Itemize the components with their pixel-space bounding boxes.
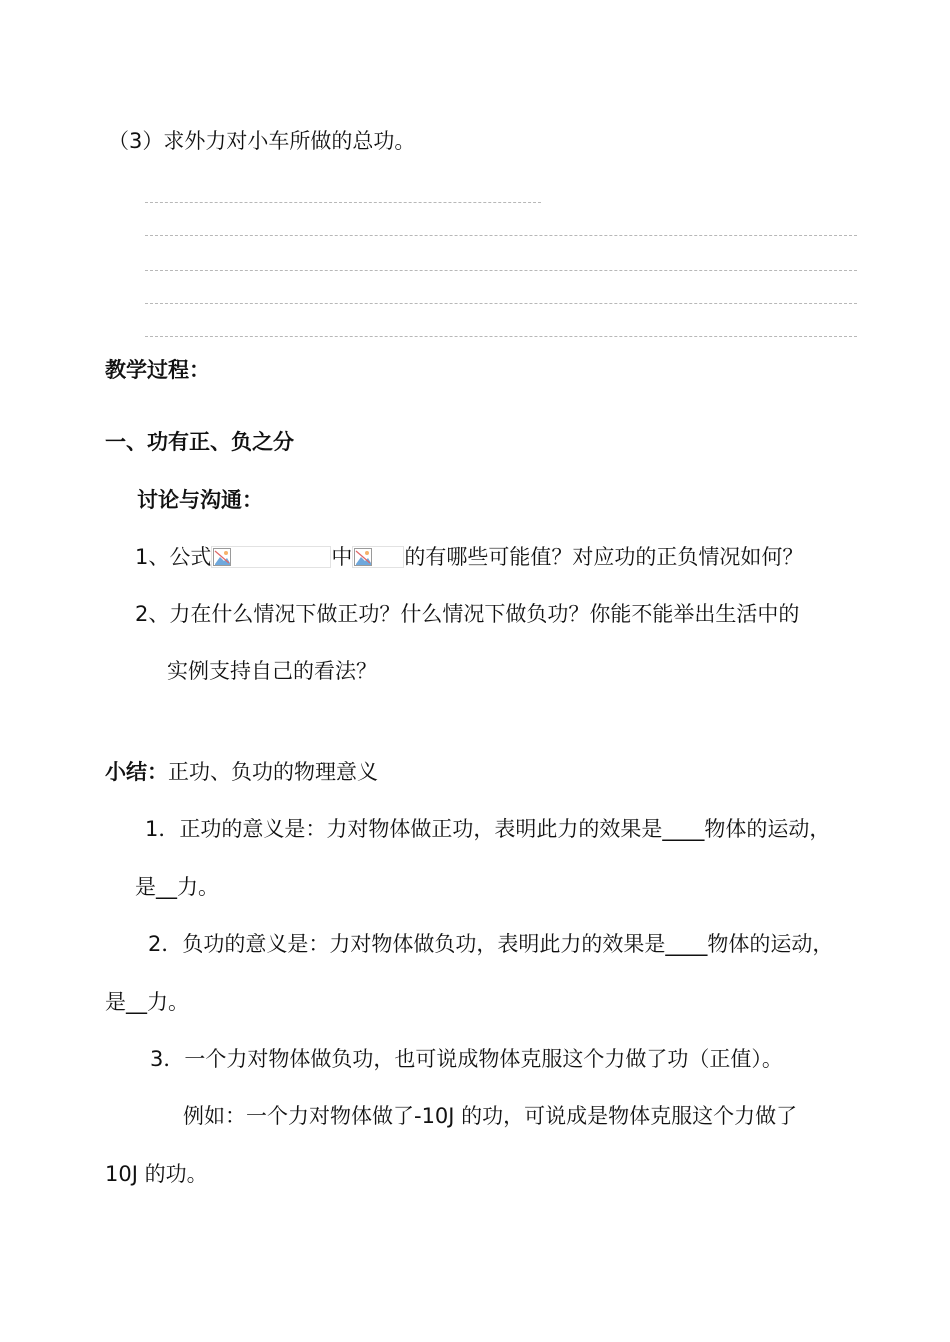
variable-image <box>352 546 404 568</box>
question-3: （3）求外力对小车所做的总功。 <box>108 129 416 153</box>
q1-suffix: 的有哪些可能值？对应功的正负情况如何？ <box>404 545 804 569</box>
broken-image-icon <box>213 548 231 566</box>
answer-line-5 <box>145 336 857 337</box>
answer-line-4 <box>145 303 857 304</box>
answer-line-2 <box>145 235 857 236</box>
discussion-question-2-line-1: 2、力在什么情况下做正功？什么情况下做负功？你能不能举出生活中的 <box>135 602 800 626</box>
discussion-question-1 <box>135 543 803 571</box>
broken-image-icon <box>354 548 372 566</box>
summary <box>105 758 378 786</box>
example-line-2: 10J 的功。 <box>105 1162 208 1186</box>
point-2-line-2: 是__力。 <box>105 990 189 1014</box>
summary-label: 小结： <box>105 760 168 784</box>
answer-line-1 <box>145 202 541 203</box>
example-line-1: 例如：一个力对物体做了-10J 的功，可说成是物体克服这个力做了 <box>183 1104 798 1128</box>
point-1-line-1: 1．正功的意义是：力对物体做正功，表明此力的效果是____物体的运动， <box>145 817 831 841</box>
section-1-heading: 一、功有正、负之分 <box>105 430 294 454</box>
q1-prefix: 1、公式 <box>135 545 212 569</box>
point-3: 3．一个力对物体做负功，也可说成物体克服这个力做了功（正值）。 <box>150 1047 783 1071</box>
discussion-heading: 讨论与沟通： <box>137 488 263 512</box>
formula-image <box>211 546 331 568</box>
point-2-line-1: 2．负功的意义是：力对物体做负功，表明此力的效果是____物体的运动， <box>148 932 834 956</box>
q1-middle: 中 <box>331 545 353 569</box>
answer-line-3 <box>145 270 857 271</box>
discussion-question-2-line-2: 实例支持自己的看法？ <box>167 659 377 683</box>
summary-text: 正功、负功的物理意义 <box>168 760 378 784</box>
teaching-process-heading: 教学过程： <box>105 358 210 382</box>
point-1-line-2: 是__力。 <box>135 875 219 899</box>
